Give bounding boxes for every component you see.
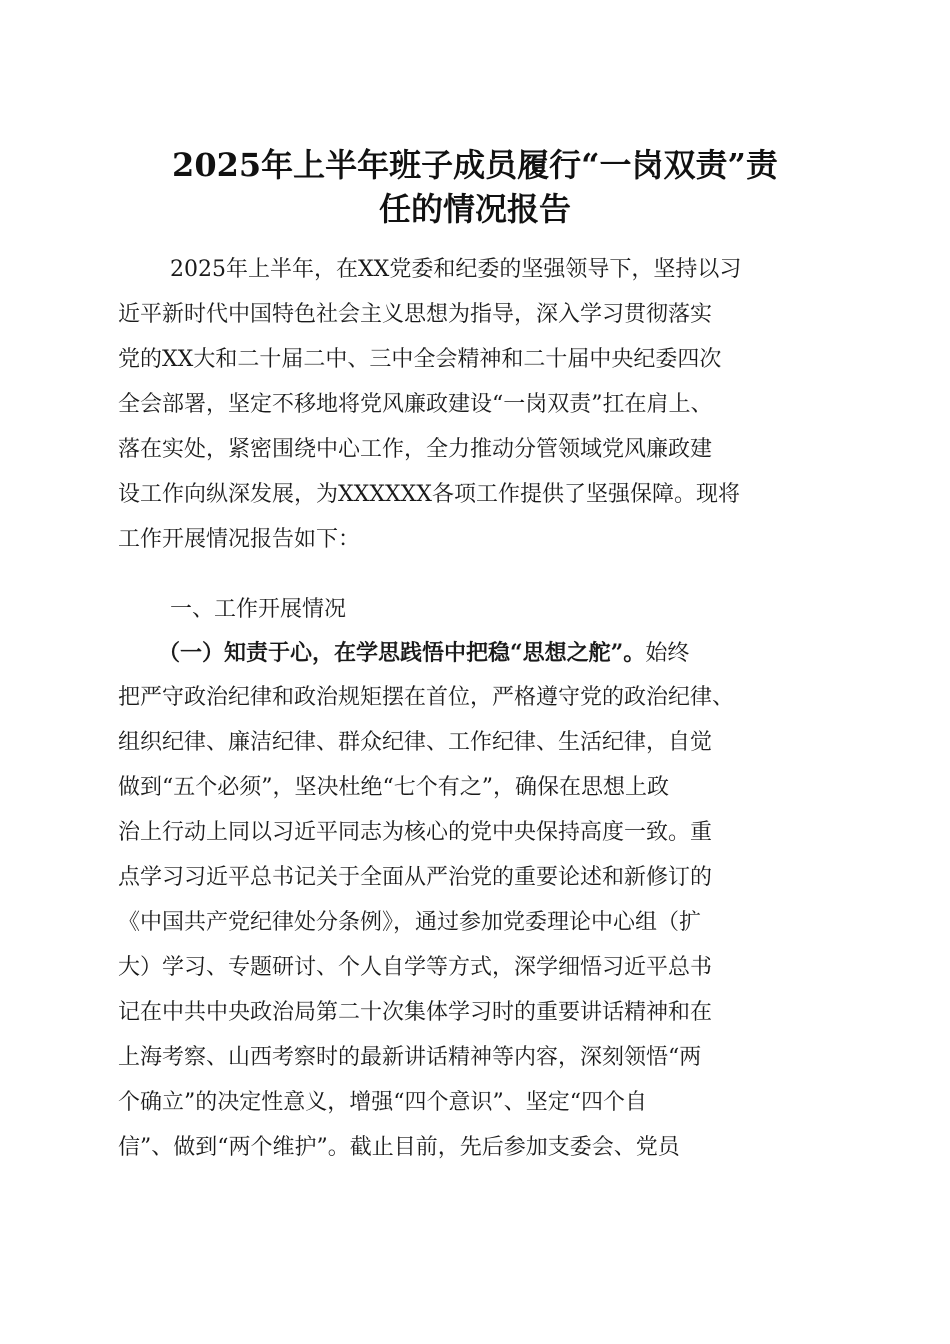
- intro-line-1: 2025年上半年，在XX党委和纪委的坚强领导下，坚持以习: [170, 257, 742, 282]
- subsection-line-6: 点学习习近平总书记关于全面从严治党的重要论述和新修订的: [118, 865, 713, 890]
- subsection-line-3: 组织纪律、廉洁纪律、群众纪律、工作纪律、生活纪律，自觉: [118, 730, 713, 755]
- report-title-line-2: 任的情况报告: [378, 190, 571, 228]
- section-heading-work-status: 一、工作开展情况: [170, 597, 347, 622]
- intro-line-7: 工作开展情况报告如下：: [118, 527, 361, 552]
- intro-line-2: 近平新时代中国特色社会主义思想为指导，深入学习贯彻落实: [118, 302, 713, 327]
- intro-line-5: 落在实处，紧密围绕中心工作，全力推动分管领域党风廉政建: [118, 437, 713, 462]
- subsection-line-1-rest: 始终: [645, 641, 690, 666]
- subsection-heading: （一）知责于心，在学思践悟中把稳“思想之舵”。: [158, 640, 646, 666]
- subsection-line-7: 《中国共产党纪律处分条例》，通过参加党委理论中心组（扩: [118, 910, 702, 935]
- subsection-line-8: 大）学习、专题研讨、个人自学等方式，深学细悟习近平总书: [118, 955, 713, 980]
- intro-line-3: 党的XX大和二十届二中、三中全会精神和二十届中央纪委四次: [118, 347, 722, 372]
- subsection-line-11: 个确立”的决定性意义，增强“四个意识”、坚定“四个自: [118, 1090, 647, 1115]
- intro-line-6: 设工作向纵深发展，为XXXXXX各项工作提供了坚强保障。现将: [118, 482, 740, 507]
- subsection-line-9: 记在中共中央政治局第二十次集体学习时的重要讲话精神和在: [118, 1000, 713, 1025]
- subsection-line-1: [158, 638, 689, 669]
- subsection-line-10: 上海考察、山西考察时的最新讲话精神等内容，深刻领悟“两: [118, 1045, 702, 1070]
- subsection-line-2: 把严守政治纪律和政治规矩摆在首位，严格遵守党的政治纪律、: [118, 685, 735, 710]
- subsection-line-4: 做到“五个必须”，坚决杜绝“七个有之”，确保在思想上政: [118, 775, 669, 800]
- subsection-line-5: 治上行动上同以习近平同志为核心的党中央保持高度一致。重: [118, 820, 713, 845]
- intro-line-4: 全会部署，坚定不移地将党风廉政建设“一岗双责”扛在肩上、: [118, 392, 713, 417]
- report-title-line-1: 2025年上半年班子成员履行“一岗双责”责: [172, 146, 778, 184]
- subsection-line-12: 信”、做到“两个维护”。截止目前，先后参加支委会、党员: [118, 1135, 680, 1160]
